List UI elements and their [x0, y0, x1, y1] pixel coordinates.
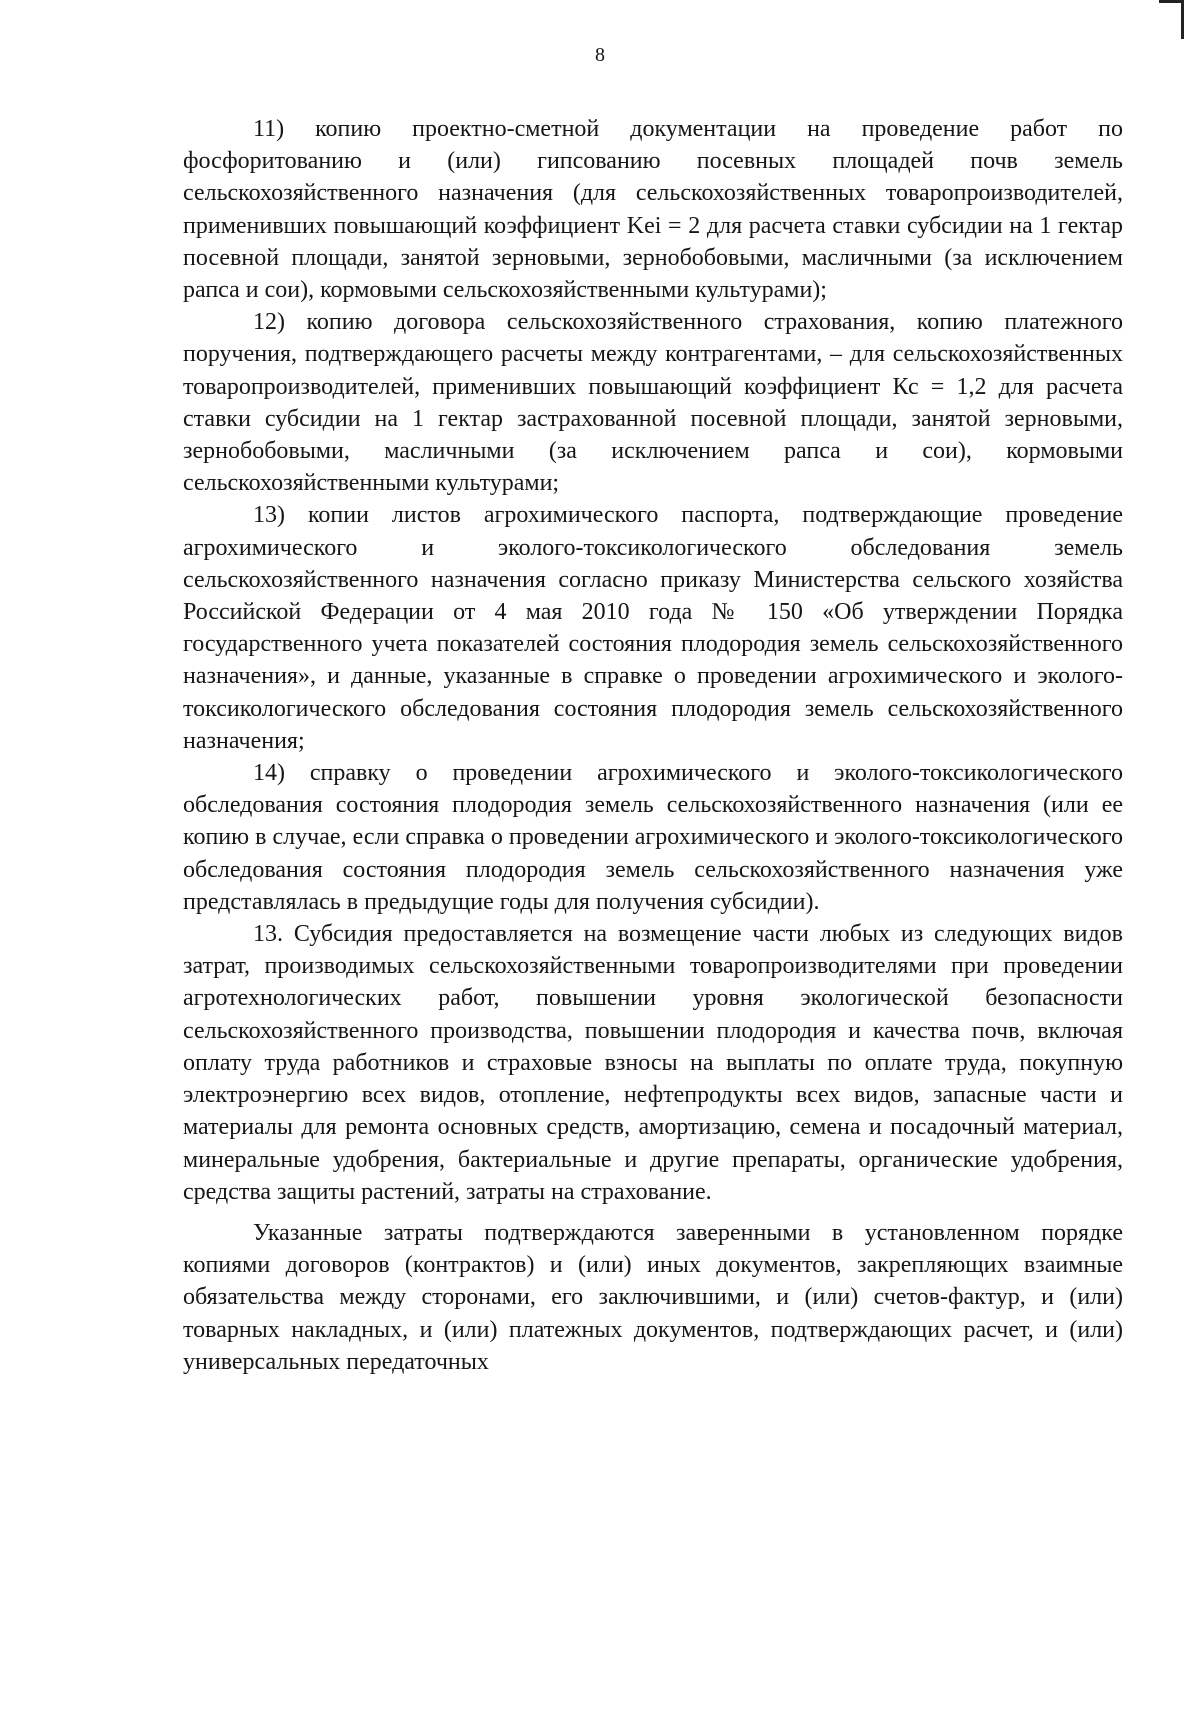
- document-body: [183, 113, 1123, 1378]
- scan-corner-mark: [1159, 0, 1184, 39]
- paragraph-item-11: 11) копию проектно-сметной документации на проведение работ по фосфоритованию и (или) гипсованию посевных площадей почв земель сельскохозяйственного назначения (для сельскохозяйственных товаропроизводителей, применивших повышающий коэффициент Kei = 2 для расчета ставки субсидии на 1 гектар посевной площади, занятой зерновыми, зернобобовыми, масличными (за исключением рапса и сои), кормовыми сельскохозяйственными культурами);: [183, 116, 1123, 304]
- paragraph-expenses-confirmation: Указанные затраты подтверждаются заверенными в установленном порядке копиями договоров (контрактов) и (или) иных документов, закрепляющих взаимные обязательства между сторонами, его заключившими, и (или) счетов-фактур, и (или) товарных накладных, и (или) платежных документов, подтверждающих расчет, и (или) универсальных передаточных: [183, 1219, 1123, 1375]
- page-number: 8: [595, 44, 605, 66]
- paragraph-clause-13: 13. Субсидия предоставляется на возмещение части любых из следующих видов затрат, производимых сельскохозяйственными товаропроизводителями при проведении агротехнологических работ, повышении уровня экологической безопасности сельскохозяйственного производства, повышении плодородия и качества почв, включая оплату труда работников и страховые взносы на выплаты по оплате труда, покупную электроэнергию всех видов, отопление, нефтепродукты всех видов, запасные части и материалы для ремонта основных средств, амортизацию, семена и посадочный материал, минеральные удобрения, бактериальные и другие препараты, органические удобрения, средства защиты растений, затраты на страхование.: [183, 921, 1123, 1205]
- paragraph-item-12: 12) копию договора сельскохозяйственного страхования, копию платежного поручения, подтверждающего расчеты между контрагентами, – для сельскохозяйственных товаропроизводителей, применивших повышающий коэффициент Кс = 1,2 для расчета ставки субсидии на 1 гектар застрахованной посевной площади, занятой зерновыми, зернобобовыми, масличными (за исключением рапса и сои), кормовыми сельскохозяйственными культурами;: [183, 309, 1123, 497]
- paragraph-item-13: 13) копии листов агрохимического паспорта, подтверждающие проведение агрохимического и эколого-токсикологического обследования земель сельскохозяйственного назначения согласно приказу Министерства сельского хозяйства Российской Федерации от 4 мая 2010 года № 150 «Об утверждении Порядка государственного учета показателей состояния плодородия земель сельскохозяйственного назначения», и данные, указанные в справке о проведении агрохимического и эколого-токсикологического обследования состояния плодородия земель сельскохозяйственного назначения;: [183, 502, 1123, 754]
- paragraph-item-14: 14) справку о проведении агрохимического и эколого-токсикологического обследования состояния плодородия земель сельскохозяйственного назначения (или ее копию в случае, если справка о проведении агрохимического и эколого-токсикологического обследования состояния плодородия земель сельскохозяйственного назначения уже представлялась в предыдущие годы для получения субсидии).: [183, 760, 1123, 915]
